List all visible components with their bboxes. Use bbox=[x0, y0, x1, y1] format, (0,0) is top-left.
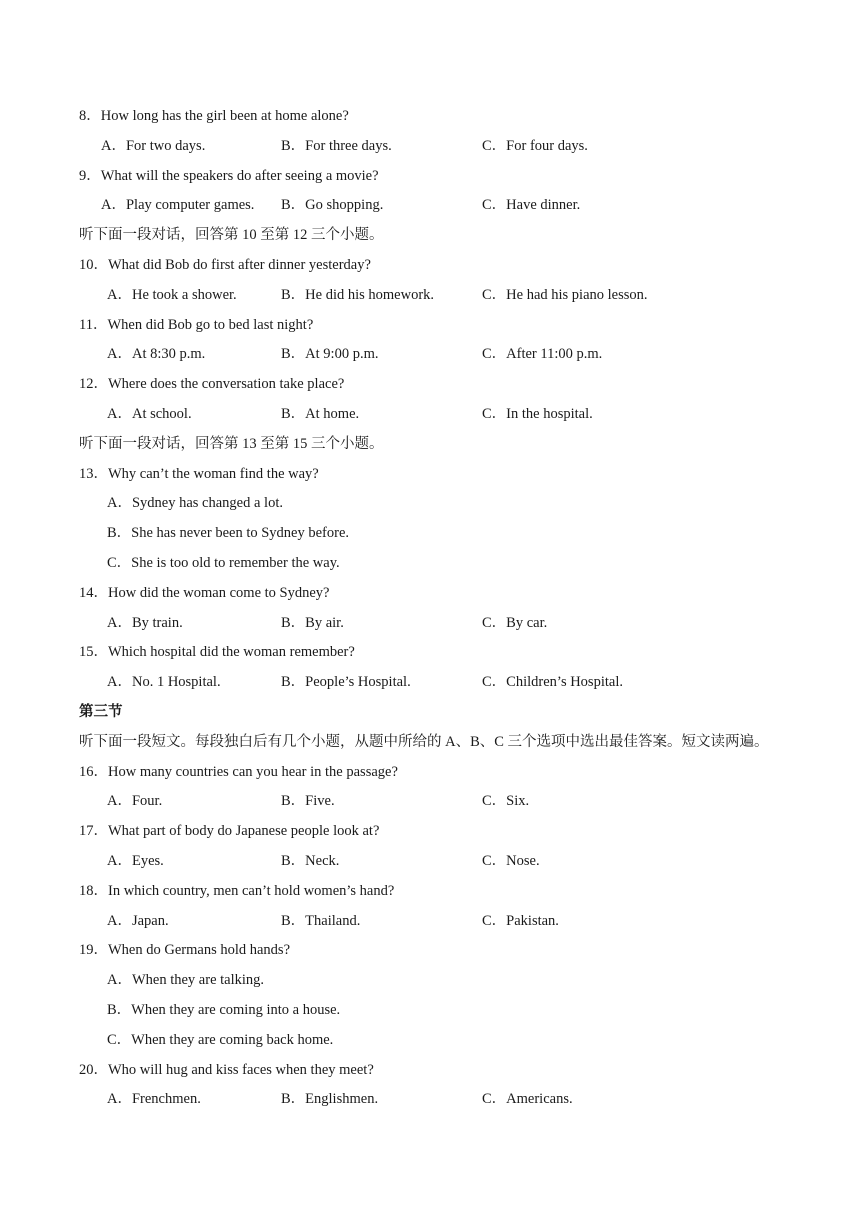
options-row bbox=[0, 284, 868, 306]
question-line bbox=[0, 939, 868, 961]
option-line bbox=[0, 522, 868, 544]
question-text: 14．How did the woman come to Sydney? bbox=[79, 585, 330, 601]
option-text: B．She has never been to Sydney before. bbox=[107, 525, 350, 541]
question-text: 12．Where does the conversation take place? bbox=[79, 376, 345, 392]
question-line bbox=[0, 463, 868, 485]
option-c: C．In the hospital. bbox=[482, 406, 593, 422]
question-text: 20．Who will hug and kiss faces when they meet? bbox=[79, 1062, 374, 1078]
section-heading bbox=[0, 701, 868, 723]
option-a: A．At school. bbox=[107, 406, 192, 422]
option-line bbox=[0, 492, 868, 514]
question-text: 13．Why can’t the woman find the way? bbox=[79, 466, 319, 482]
options-row bbox=[0, 403, 868, 425]
option-c: C．He had his piano lesson. bbox=[482, 287, 648, 303]
question-line bbox=[0, 373, 868, 395]
option-text: B．When they are coming into a house. bbox=[107, 1002, 341, 1018]
instruction-text: 听下面一段短文。每段独白后有几个小题，从题中所给的 A、B、C 三个选项中选出最佳答案。短文读两遍。 bbox=[79, 734, 769, 750]
option-a: A．At 8:30 p.m. bbox=[107, 346, 206, 362]
option-c: C．Six. bbox=[482, 793, 530, 809]
option-c: C．Americans. bbox=[482, 1091, 573, 1107]
question-line bbox=[0, 314, 868, 336]
option-b: B．At 9:00 p.m. bbox=[281, 346, 379, 362]
option-a: A．By train. bbox=[107, 615, 183, 631]
options-row bbox=[0, 343, 868, 365]
option-a: A．Frenchmen. bbox=[107, 1091, 201, 1107]
options-row bbox=[0, 671, 868, 693]
question-text: 9．What will the speakers do after seeing a movie? bbox=[79, 168, 379, 184]
section-title: 第三节 bbox=[79, 704, 123, 720]
question-line bbox=[0, 582, 868, 604]
option-b: B．Englishmen. bbox=[281, 1091, 379, 1107]
question-line bbox=[0, 105, 868, 127]
question-line bbox=[0, 641, 868, 663]
option-c: C．Pakistan. bbox=[482, 913, 559, 929]
option-c: C．Nose. bbox=[482, 853, 540, 869]
options-row bbox=[0, 612, 868, 634]
option-c: C．Children’s Hospital. bbox=[482, 674, 623, 690]
option-b: B．For three days. bbox=[281, 138, 392, 154]
option-c: C．Have dinner. bbox=[482, 197, 581, 213]
question-line bbox=[0, 820, 868, 842]
option-b: B．Go shopping. bbox=[281, 197, 384, 213]
option-c: C．For four days. bbox=[482, 138, 588, 154]
option-a: A．No. 1 Hospital. bbox=[107, 674, 221, 690]
option-b: B．He did his homework. bbox=[281, 287, 435, 303]
option-line bbox=[0, 999, 868, 1021]
question-line bbox=[0, 1059, 868, 1081]
question-text: 10．What did Bob do first after dinner yesterday? bbox=[79, 257, 371, 273]
instruction-line bbox=[0, 433, 868, 455]
option-b: B．By air. bbox=[281, 615, 344, 631]
instruction-text: 听下面一段对话，回答第 10 至第 12 三个小题。 bbox=[79, 227, 384, 243]
option-a: A．Four. bbox=[107, 793, 163, 809]
question-line bbox=[0, 165, 868, 187]
option-line bbox=[0, 969, 868, 991]
instruction-line bbox=[0, 731, 868, 753]
option-c: C．After 11:00 p.m. bbox=[482, 346, 603, 362]
options-row bbox=[0, 910, 868, 932]
option-b: B．People’s Hospital. bbox=[281, 674, 411, 690]
instruction-text: 听下面一段对话，回答第 13 至第 15 三个小题。 bbox=[79, 436, 384, 452]
option-line bbox=[0, 1029, 868, 1051]
options-row bbox=[0, 1088, 868, 1110]
question-text: 15．Which hospital did the woman remember? bbox=[79, 644, 355, 660]
options-row bbox=[0, 194, 868, 216]
option-a: A．Play computer games. bbox=[101, 197, 255, 213]
option-text: A．When they are talking. bbox=[107, 972, 265, 988]
option-c: C．By car. bbox=[482, 615, 548, 631]
question-text: 8．How long has the girl been at home alone? bbox=[79, 108, 349, 124]
question-text: 18．In which country, men can’t hold women’s hand? bbox=[79, 883, 395, 899]
option-line bbox=[0, 552, 868, 574]
instruction-line bbox=[0, 224, 868, 246]
option-b: B．At home. bbox=[281, 406, 360, 422]
option-a: A．For two days. bbox=[101, 138, 206, 154]
option-a: A．Eyes. bbox=[107, 853, 164, 869]
option-b: B．Thailand. bbox=[281, 913, 361, 929]
options-row bbox=[0, 135, 868, 157]
option-text: A．Sydney has changed a lot. bbox=[107, 495, 283, 511]
option-text: C．She is too old to remember the way. bbox=[107, 555, 340, 571]
question-text: 17．What part of body do Japanese people look at? bbox=[79, 823, 380, 839]
options-row bbox=[0, 790, 868, 812]
option-a: A．He took a shower. bbox=[107, 287, 237, 303]
option-b: B．Five. bbox=[281, 793, 335, 809]
question-line bbox=[0, 761, 868, 783]
option-text: C．When they are coming back home. bbox=[107, 1032, 334, 1048]
question-line bbox=[0, 254, 868, 276]
question-line bbox=[0, 880, 868, 902]
question-text: 11．When did Bob go to bed last night? bbox=[79, 317, 314, 333]
options-row bbox=[0, 850, 868, 872]
option-a: A．Japan. bbox=[107, 913, 169, 929]
option-b: B．Neck. bbox=[281, 853, 340, 869]
question-text: 19．When do Germans hold hands? bbox=[79, 942, 291, 958]
question-text: 16．How many countries can you hear in the passage? bbox=[79, 764, 398, 780]
